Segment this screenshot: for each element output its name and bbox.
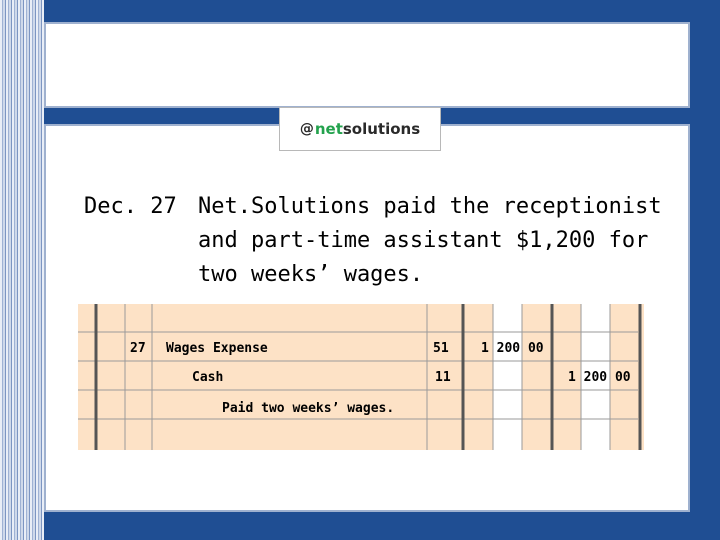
narrative-line-2: and part-time assistant $1,200 for — [198, 228, 649, 253]
narrative-line-3: two weeks’ wages. — [198, 262, 424, 287]
ledger-background — [78, 304, 644, 450]
row1-account: Wages Expense — [166, 341, 268, 356]
row1-debit: 1 200 00 — [481, 341, 544, 356]
row3-explanation: Paid two weeks’ wages. — [222, 401, 395, 416]
journal-entry — [78, 304, 644, 450]
narrative-line-1: Net.Solutions paid the receptionist — [198, 194, 662, 219]
row2-ref: 11 — [435, 370, 451, 385]
journal-grid — [78, 304, 644, 450]
row1-ref: 51 — [433, 341, 449, 356]
title-band — [44, 22, 690, 108]
row2-credit: 1 200 00 — [568, 370, 631, 385]
debit-cents-blank — [493, 304, 522, 450]
logo-net-text: net — [314, 120, 343, 138]
row2-account: Cash — [192, 370, 224, 385]
transaction-narrative — [84, 194, 684, 296]
logo-solutions-text: solutions — [342, 120, 421, 138]
decorative-stripes — [0, 0, 44, 540]
logo-at-icon: @ — [299, 121, 314, 137]
row1-day: 27 — [130, 341, 146, 356]
transaction-date: Dec. 27 — [84, 194, 177, 219]
netsolutions-logo — [279, 107, 441, 151]
